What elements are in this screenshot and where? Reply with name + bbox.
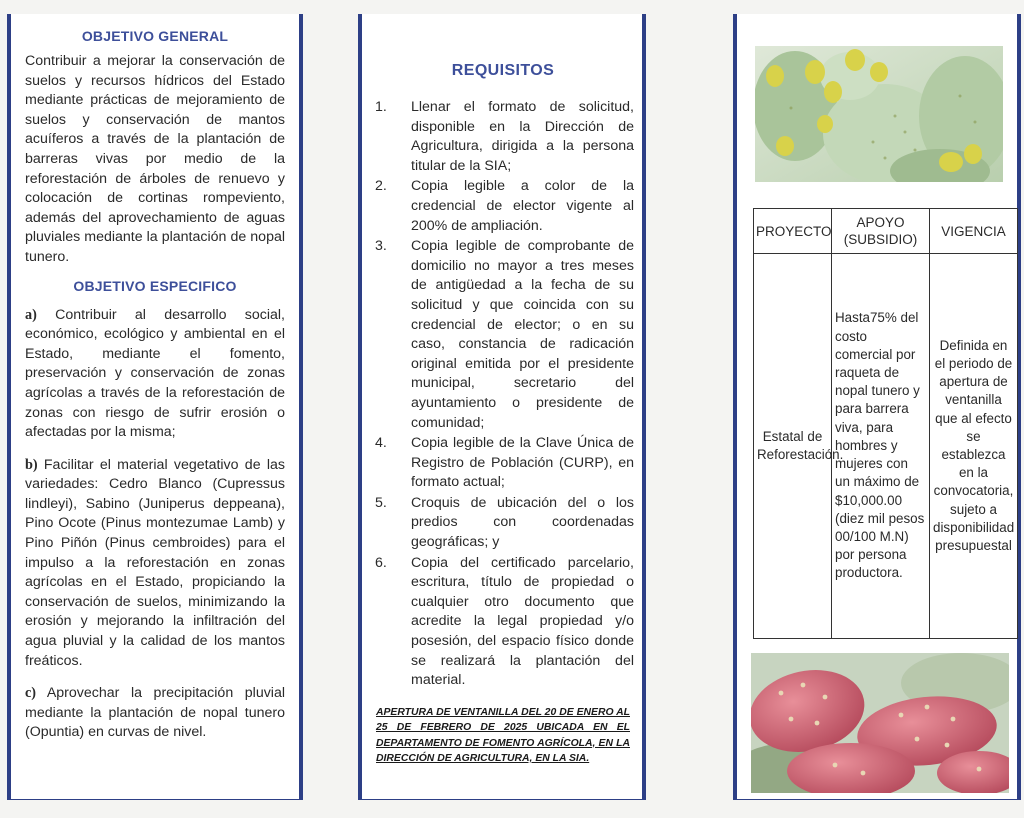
item-letter: b) <box>25 456 38 473</box>
support-panel <box>733 14 1021 800</box>
item-text: Copia del certificado parcelario, escritura, título de propiedad o cualquier otro documento que acredite la legal propiedad y/o posesión, del espacio físico donde se realizará la plantación del material. <box>411 554 634 689</box>
item-number: 6. <box>375 554 387 571</box>
table-row <box>754 254 1018 639</box>
item-text: Contribuir al desarrollo social, económico, ecológico y ambiental en el Estado, mediante el fomento, preservación y conservación de zonas agrícolas a través de la reforestación de zonas con riesgo de sufrir erosión o afectadas por la misma; <box>25 306 285 441</box>
item-text: Llenar el formato de solicitud, disponible en la Dirección de Agricultura, dirigida a la persona titular de la SIA; <box>411 99 634 174</box>
item-number: 3. <box>375 238 387 255</box>
specific-objective-heading: OBJETIVO ESPECIFICO <box>73 277 237 294</box>
item-text: Aprovechar la precipitación pluvial mediante la plantación de nopal tunero (Opuntia) en curvas de nivel. <box>25 685 285 741</box>
list-item <box>372 494 634 553</box>
general-objective-heading: OBJETIVO GENERAL <box>81 28 229 44</box>
general-objective-text: Contribuir a mejorar la conservación de suelos y recursos hídricos del Estado mediante prácticas de mejoramiento de suelos y conservación de mantos acuíferos a través de la plantación de barreras vivas por medio de la reforestación de árboles de renuevo y colocación de cortinas rompeviento, además del aprovechamiento de aguas pluviales mediante la plantación de nopal tunero. <box>25 53 285 265</box>
specific-objective-c <box>25 684 285 743</box>
requirements-panel <box>358 14 646 800</box>
item-number: 2. <box>375 178 387 195</box>
item-text: Copia legible de la Clave Única de Registro de Población (CURP), en formato actual; <box>411 435 634 491</box>
cell-proyecto: Estatal de Reforestación. <box>754 254 832 639</box>
header-proyecto: PROYECTO <box>754 209 832 254</box>
specific-objective-a <box>25 306 285 443</box>
nopal-cactus-photo <box>755 46 1003 182</box>
window-opening-notice: APERTURA DE VENTANILLA DEL 20 DE ENERO AL 25 DE FEBRERO DE 2025 UBICADA EN EL DEPARTAMENTO DE FOMENTO AGRÍCOLA, EN LA DIRECCIÓN DE AGRICULTURA, EN LA SIA. <box>376 706 630 765</box>
requirements-list <box>372 98 634 691</box>
header-vigencia: VIGENCIA <box>930 209 1018 254</box>
prickly-pear-fruit-photo <box>751 653 1009 793</box>
item-number: 5. <box>375 494 387 511</box>
list-item <box>372 554 634 691</box>
item-number: 4. <box>375 435 387 452</box>
header-apoyo: APOYO (SUBSIDIO) <box>832 209 930 254</box>
objectives-panel <box>7 14 303 800</box>
list-item <box>372 237 634 433</box>
item-text: Copia legible a color de la credencial de elector vigente al 200% de ampliación. <box>411 178 634 234</box>
cell-vigencia: Definida en el periodo de apertura de ventanilla que al efecto se establezca en la convocatoria, sujeto a disponibilidad presupuestal <box>930 254 1018 639</box>
list-item <box>372 434 634 493</box>
item-letter: a) <box>25 306 37 323</box>
list-item <box>372 177 634 236</box>
table-header-row <box>754 209 1018 254</box>
item-letter: c) <box>25 685 37 702</box>
cell-apoyo: Hasta75% del costo comercial por raqueta de nopal tunero y para barrera viva, para hombres y mujeres con un máximo de $10,000.00 (diez mil pesos 00/100 M.N) por persona productora. <box>832 254 930 639</box>
item-text: Facilitar el material vegetativo de las variedades: Cedro Blanco (Cupressus lindleyi), Sabino (Juniperus deppeana), Pino Ocote (Pinus montezumae Lamb) y Pino Piñón (Pinus cembroides) para el impulso a la reforestación en zonas agrícolas en el Estado, propiciando la conservación de suelos, minimizando la erosión y mejorando la infiltración del agua pluvial y la calidad de los mantos freáticos. <box>25 456 285 669</box>
specific-objective-b <box>25 456 285 672</box>
requirements-title: REQUISITOS <box>451 62 555 79</box>
item-text: Copia legible de comprobante de domicilio no mayor a tres meses de antigüedad a la fecha de su solicitud y que coincida con su credencial de elector; o en su caso, constancia de radicación original emitida por el presidente municipal, secretario del ayuntamiento o presidente de comunidad; <box>411 238 634 431</box>
item-text: Croquis de ubicación del o los predios con coordenadas geográficas; y <box>411 494 634 551</box>
item-number: 1. <box>375 99 387 115</box>
support-table <box>753 208 1018 639</box>
list-item <box>372 98 634 176</box>
